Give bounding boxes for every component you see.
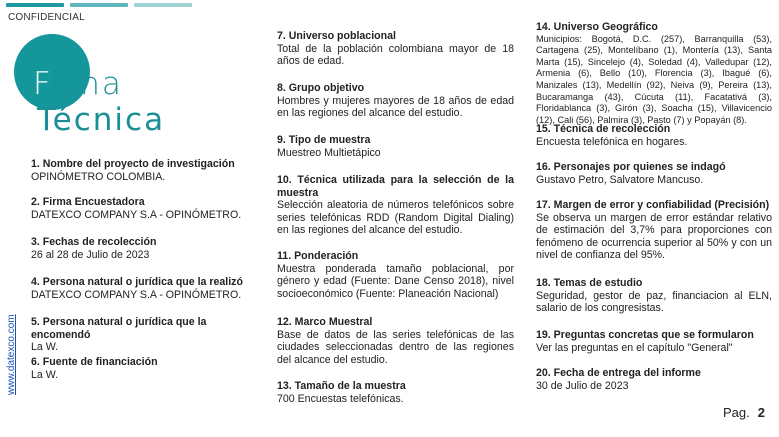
- item-body: 26 al 28 de Julio de 2023: [31, 248, 150, 261]
- item-body: Seguridad, gestor de paz, financiacion al ELN, salario de los congresistas.: [536, 289, 772, 315]
- item-body: OPINÓMETRO COLOMBIA.: [31, 170, 166, 183]
- item-title: 16. Personajes por quienes se indagó: [536, 161, 726, 173]
- item-body: Ver las preguntas en el capítulo "General": [536, 341, 733, 354]
- logo-title-tecnica: Técnica: [37, 102, 166, 138]
- item-4: [31, 276, 256, 301]
- header-bar-3: [134, 3, 192, 7]
- item-14: [536, 21, 772, 126]
- item-body: Hombres y mujeres mayores de 18 años de edad en las regiones del alcance del estudio.: [277, 94, 514, 120]
- item-body: Encuesta telefónica en hogares.: [536, 135, 688, 148]
- item-6: [31, 356, 256, 381]
- item-title: 11. Ponderación: [277, 250, 359, 262]
- item-body: DATEXCO COMPANY S.A - OPINÓMETRO.: [31, 208, 242, 221]
- item-body: Se observa un margen de error estándar relativo de estimación del 3,7% para proporciones con fenómeno de ocurrencia superior al 50% y con un nivel de confianza del 95%.: [536, 211, 772, 262]
- item-15: [536, 123, 772, 148]
- item-title: 12. Marco Muestral: [277, 316, 373, 328]
- item-body: Muestra ponderada tamaño poblacional, por género y edad (Fuente: Dane Censo 2018), nivel socioeconómico (Fuente: Planeación Nacional): [277, 262, 514, 300]
- item-title: 19. Preguntas concretas que se formularon: [536, 329, 754, 341]
- item-body: 700 Encuestas telefónicas.: [277, 392, 404, 405]
- item-body: DATEXCO COMPANY S.A - OPINÓMETRO.: [31, 288, 242, 301]
- item-title: 6. Fuente de financiación: [31, 356, 158, 368]
- item-title: 2. Firma Encuestadora: [31, 196, 145, 208]
- item-18: [536, 277, 772, 315]
- header-bar-1: [6, 3, 64, 7]
- item-9: [277, 134, 514, 159]
- item-title: 8. Grupo objetivo: [277, 82, 365, 94]
- website-link[interactable]: www.datexco.com: [6, 314, 17, 395]
- item-title: 3. Fechas de recolección: [31, 236, 157, 248]
- item-body: Total de la población colombiana mayor de 18 años de edad.: [277, 42, 514, 68]
- item-7: [277, 30, 514, 68]
- item-body: La W.: [31, 368, 59, 381]
- header-color-bars: [6, 3, 192, 7]
- item-body: Base de datos de las series telefónicas de las ciudades seleccionadas dentro de las regiones del alcance del estudio.: [277, 328, 514, 366]
- item-11: [277, 250, 514, 300]
- item-17: [536, 199, 772, 262]
- item-1: [31, 158, 256, 183]
- item-16: [536, 161, 772, 186]
- confidential-label: CONFIDENCIAL: [8, 12, 85, 23]
- item-3: [31, 236, 256, 261]
- item-title: 20. Fecha de entrega del informe: [536, 367, 701, 379]
- item-12: [277, 316, 514, 366]
- item-body: La W.: [31, 341, 59, 354]
- item-title: 1. Nombre del proyecto de investigación: [31, 158, 235, 170]
- item-13: [277, 380, 514, 405]
- item-title: 5. Persona natural o jurídica que la encomendó: [31, 316, 207, 341]
- item-8: [277, 82, 514, 120]
- item-title: 13. Tamaño de la muestra: [277, 380, 406, 392]
- item-title: 17. Margen de error y confiabilidad (Precisión): [536, 199, 770, 211]
- item-10: [277, 174, 514, 237]
- page-number: 2: [757, 405, 765, 420]
- header-bar-2: [70, 3, 128, 7]
- item-body: Selección aleatoria de números telefónicos sobre series telefónicas RDD (Random Digital Dialing) en las regiones del alcance del estudio.: [277, 199, 514, 237]
- item-title: 10. Técnica utilizada para la selección de la muestra: [277, 174, 514, 199]
- item-body: 30 de Julio de 2023: [536, 379, 629, 392]
- item-19: [536, 329, 772, 354]
- item-5: [31, 316, 256, 354]
- item-title: 7. Universo poblacional: [277, 30, 396, 42]
- item-body: Muestreo Multietápico: [277, 146, 381, 159]
- item-title: 4. Persona natural o jurídica que la realizó: [31, 276, 243, 288]
- item-title: 14. Universo Geográfico: [536, 21, 658, 33]
- item-title: 9. Tipo de muestra: [277, 134, 371, 146]
- item-2: [31, 196, 256, 221]
- item-20: [536, 367, 772, 392]
- logo-ficha-rest: icha: [50, 66, 123, 102]
- item-body: Gustavo Petro, Salvatore Mancuso.: [536, 173, 704, 186]
- logo-title-ficha: [33, 66, 123, 102]
- page-label: Pag.: [723, 405, 750, 420]
- item-body: Municipios: Bogotá, D.C. (257), Barranquilla (53), Cartagena (25), Montelíbano (1), Montería (13), Santa Marta (15), Sincelejo (4), Soledad (4), Valledupar (12), Armenia (6), Bello (10), Florencia (3), Ibagué (6), Manizales (13), Medellín (92), Neiva (9), Pereira (13), Bucaramanga (43), Cúcuta (11), Facatativá (3), Floridablanca (3), Girón (3), Soacha (15), Villavicencio (12), Cali (56), Palmira (3), Pasto (7) y Popayán (8).: [536, 33, 772, 125]
- logo-ficha-first: F: [33, 66, 51, 102]
- item-title: 18. Temas de estudio: [536, 277, 643, 289]
- item-title: 15. Técnica de recolección: [536, 123, 671, 135]
- page-indicator: [723, 405, 765, 420]
